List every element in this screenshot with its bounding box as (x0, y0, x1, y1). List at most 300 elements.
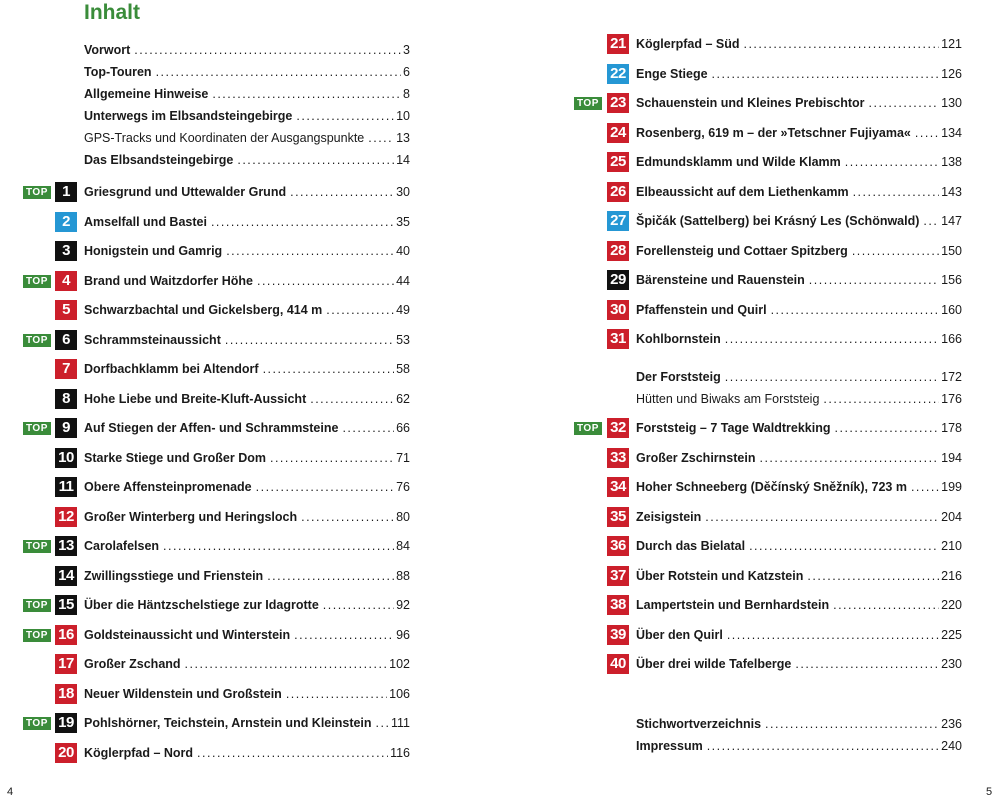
toc-entry-label: Carolafelsen (84, 539, 160, 553)
page-title: Inhalt (84, 1, 140, 24)
toc-tour-row[interactable] (572, 477, 962, 497)
toc-page-number: 230 (941, 657, 962, 671)
leader-dots (156, 66, 401, 82)
toc-page-number: 13 (396, 131, 410, 145)
toc-entry (84, 713, 410, 733)
toc-page-number: 116 (390, 746, 410, 760)
toc-entry-label: Über drei wilde Tafelberge (636, 657, 792, 671)
toc-entry-label: Griesgrund und Uttewalder Grund (84, 185, 287, 199)
toc-entry-row[interactable] (572, 389, 962, 409)
toc-tour-row[interactable] (572, 123, 962, 143)
toc-entry-label: Über die Häntzschelstiege zur Idagrotte (84, 598, 319, 612)
toc-entry (636, 300, 962, 320)
toc-tour-row[interactable] (572, 241, 962, 261)
toc-page-number: 8 (403, 87, 410, 101)
tour-number-badge: 11 (55, 477, 77, 497)
toc-page-number: 10 (396, 109, 410, 123)
toc-entry (84, 359, 410, 379)
leader-dots (915, 127, 939, 143)
leader-dots (833, 599, 939, 615)
leader-dots (759, 452, 939, 468)
tour-number-badge: 16 (55, 625, 77, 645)
leader-dots (211, 216, 394, 232)
leader-dots (743, 38, 939, 54)
toc-entry-label: Amselfall und Bastei (84, 215, 207, 229)
toc-entry-label: Durch das Bielatal (636, 539, 746, 553)
tour-number-badge: 6 (55, 330, 77, 350)
leader-dots (705, 511, 939, 527)
leader-dots (376, 717, 389, 733)
toc-entry (84, 150, 410, 170)
top-badge: TOP (23, 275, 51, 288)
toc-tour-row[interactable] (572, 34, 962, 54)
leader-dots (237, 154, 394, 170)
toc-entry-row[interactable] (20, 40, 410, 60)
toc-entry (84, 743, 410, 763)
toc-entry (84, 271, 410, 291)
toc-tour-row[interactable] (572, 329, 962, 349)
tour-number-badge: 21 (607, 34, 629, 54)
toc-page-number: 126 (941, 67, 962, 81)
tour-number-badge: 26 (607, 182, 629, 202)
leader-dots (725, 333, 939, 349)
toc-page-number: 58 (396, 362, 410, 376)
top-badge: TOP (23, 540, 51, 553)
tour-number-badge: 39 (607, 625, 629, 645)
toc-tour-row[interactable] (572, 270, 962, 290)
toc-entry (84, 182, 410, 202)
toc-page-number: 130 (941, 96, 962, 110)
toc-page-number: 134 (941, 126, 962, 140)
leader-dots (225, 334, 394, 350)
toc-page-number: 220 (941, 598, 962, 612)
toc-tour-row[interactable] (20, 566, 410, 586)
toc-tour-row[interactable] (20, 507, 410, 527)
toc-page-number: 150 (941, 244, 962, 258)
toc-entry (84, 507, 410, 527)
leader-dots (342, 422, 394, 438)
toc-tour-row[interactable] (572, 64, 962, 84)
toc-entry-label: Bärensteine und Rauenstein (636, 273, 805, 287)
tour-number-badge: 7 (55, 359, 77, 379)
toc-entry (84, 448, 410, 468)
tour-number-badge: 3 (55, 241, 77, 261)
toc-entry-label: Auf Stiegen der Affen- und Schrammsteine (84, 421, 339, 435)
tour-number-badge: 8 (55, 389, 77, 409)
tour-number-badge: 14 (55, 566, 77, 586)
toc-entry (84, 684, 410, 704)
tour-number-badge: 22 (607, 64, 629, 84)
tour-number-badge: 12 (55, 507, 77, 527)
tour-number-badge: 25 (607, 152, 629, 172)
toc-page-number: 14 (396, 153, 410, 167)
toc-page-number: 106 (389, 687, 410, 701)
leader-dots (270, 452, 394, 468)
toc-tour-row[interactable] (20, 625, 410, 645)
tour-number-badge: 9 (55, 418, 77, 438)
top-badge: TOP (574, 422, 602, 435)
leader-dots (923, 215, 939, 231)
toc-entry-label: Elbeaussicht auf dem Liethenkamm (636, 185, 849, 199)
toc-entry-label: Schwarzbachtal und Gickelsberg, 414 m (84, 303, 323, 317)
leader-dots (749, 540, 939, 556)
toc-entry (636, 270, 962, 290)
toc-entry-label: Impressum (636, 739, 703, 753)
toc-page-number: 225 (941, 628, 962, 642)
leader-dots (263, 363, 395, 379)
toc-entry (636, 241, 962, 261)
leader-dots (809, 274, 939, 290)
toc-tour-row[interactable] (20, 654, 410, 674)
top-badge: TOP (23, 629, 51, 642)
toc-page-number: 49 (396, 303, 410, 317)
leader-dots (212, 88, 401, 104)
toc-entry (636, 477, 962, 497)
toc-page-number: 80 (396, 510, 410, 524)
tour-number-badge: 4 (55, 271, 77, 291)
toc-tour-row[interactable] (20, 713, 410, 733)
toc-page-number: 53 (396, 333, 410, 347)
leader-dots (795, 658, 939, 674)
toc-tour-row[interactable] (20, 212, 410, 232)
leader-dots (323, 599, 394, 615)
toc-entry-label: Das Elbsandsteingebirge (84, 153, 234, 167)
toc-entry-label: Enge Stiege (636, 67, 708, 81)
toc-entry (636, 329, 962, 349)
page-number-right: 5 (986, 786, 993, 798)
toc-tour-row[interactable] (572, 300, 962, 320)
leader-dots (869, 97, 940, 113)
tour-number-badge: 15 (55, 595, 77, 615)
toc-page-number: 166 (941, 332, 962, 346)
toc-tour-row[interactable] (20, 448, 410, 468)
toc-tour-row[interactable] (572, 418, 962, 438)
tour-number-badge: 23 (607, 93, 629, 113)
toc-entry (84, 477, 410, 497)
toc-page-number: 204 (941, 510, 962, 524)
toc-entry (636, 418, 962, 438)
toc-tour-row[interactable] (572, 654, 962, 674)
toc-page-number: 76 (396, 480, 410, 494)
leader-dots (823, 393, 939, 409)
toc-entry-label: Pohlshörner, Teichstein, Arnstein und Kleinstein (84, 716, 372, 730)
leader-dots (290, 186, 394, 202)
page-number-left: 4 (7, 786, 14, 798)
toc-entry-label: Brand und Waitzdorfer Höhe (84, 274, 253, 288)
toc-entry-label: Zeisigstein (636, 510, 702, 524)
leader-dots (765, 718, 939, 734)
toc-entry-label: Vorwort (84, 43, 131, 57)
top-badge: TOP (23, 334, 51, 347)
toc-entry-label: Großer Zschand (84, 657, 181, 671)
toc-entry-label: Goldsteinaussicht und Winterstein (84, 628, 291, 642)
leader-dots (294, 629, 394, 645)
toc-entry (84, 654, 410, 674)
tour-number-badge: 1 (55, 182, 77, 202)
toc-entry (84, 212, 410, 232)
tour-number-badge: 36 (607, 536, 629, 556)
toc-entry-row[interactable] (572, 736, 962, 756)
tour-number-badge: 19 (55, 713, 77, 733)
toc-entry (84, 595, 410, 615)
leader-dots (771, 304, 940, 320)
leader-dots (835, 422, 940, 438)
toc-tour-row[interactable] (572, 211, 962, 231)
toc-tour-row[interactable] (20, 595, 410, 615)
tour-number-badge: 40 (607, 654, 629, 674)
toc-entry-label: Forststeig – 7 Tage Waldtrekking (636, 421, 831, 435)
toc-tour-row[interactable] (20, 271, 410, 291)
toc-page-number: 240 (941, 739, 962, 753)
toc-entry (636, 34, 962, 54)
leader-dots (267, 570, 394, 586)
toc-page-number: 44 (396, 274, 410, 288)
toc-entry (84, 389, 410, 409)
toc-entry (84, 566, 410, 586)
toc-entry-label: Pfaffenstein und Quirl (636, 303, 767, 317)
toc-tour-row[interactable] (572, 448, 962, 468)
toc-entry (636, 123, 962, 143)
leader-dots (185, 658, 388, 674)
toc-tour-row[interactable] (572, 625, 962, 645)
toc-entry (636, 448, 962, 468)
tour-number-badge: 17 (55, 654, 77, 674)
leader-dots (807, 570, 939, 586)
toc-entry (84, 40, 410, 60)
toc-entry-label: Über den Quirl (636, 628, 723, 642)
toc-entry (84, 241, 410, 261)
toc-entry-label: Der Forststeig (636, 370, 721, 384)
toc-entry-label: Köglerpfad – Süd (636, 37, 740, 51)
toc-tour-row[interactable] (572, 182, 962, 202)
toc-page-number: 66 (396, 421, 410, 435)
toc-entry-label: Obere Affensteinpromenade (84, 480, 252, 494)
toc-tour-row[interactable] (20, 330, 410, 350)
toc-entry (636, 714, 962, 734)
toc-tour-row[interactable] (20, 182, 410, 202)
top-badge: TOP (23, 717, 51, 730)
toc-tour-row[interactable] (20, 418, 410, 438)
toc-entry-label: Schauenstein und Kleines Prebischtor (636, 96, 865, 110)
leader-dots (301, 511, 394, 527)
top-badge: TOP (23, 599, 51, 612)
toc-page-number: 92 (396, 598, 410, 612)
toc-tour-row[interactable] (20, 241, 410, 261)
toc-page-number: 172 (941, 370, 962, 384)
leader-dots (725, 371, 939, 387)
toc-entry (84, 625, 410, 645)
tour-number-badge: 28 (607, 241, 629, 261)
toc-tour-row[interactable] (20, 743, 410, 763)
toc-entry (636, 736, 962, 756)
top-badge: TOP (23, 186, 51, 199)
toc-entry (84, 300, 410, 320)
toc-entry-row[interactable] (572, 714, 962, 734)
toc-entry (636, 654, 962, 674)
toc-page-number: 111 (390, 716, 410, 730)
toc-tour-row[interactable] (572, 152, 962, 172)
tour-number-badge: 2 (55, 212, 77, 232)
tour-number-badge: 38 (607, 595, 629, 615)
toc-page-number: 30 (396, 185, 410, 199)
toc-entry-label: Großer Winterberg und Heringsloch (84, 510, 298, 524)
tour-number-badge: 37 (607, 566, 629, 586)
tour-number-badge: 33 (607, 448, 629, 468)
leader-dots (163, 540, 394, 556)
leader-dots (134, 44, 401, 60)
toc-page-number: 194 (941, 451, 962, 465)
toc-entry-label: Hütten und Biwaks am Forststeig (636, 392, 820, 406)
leader-dots (368, 132, 394, 148)
toc-entry-row[interactable] (20, 150, 410, 170)
toc-entry (636, 93, 962, 113)
leader-dots (727, 629, 939, 645)
toc-entry-label: Köglerpfad – Nord (84, 746, 194, 760)
toc-tour-row[interactable] (572, 507, 962, 527)
toc-entry-row[interactable] (20, 128, 410, 148)
toc-entry (636, 595, 962, 615)
leader-dots (256, 481, 394, 497)
toc-entry-label: Allgemeine Hinweise (84, 87, 209, 101)
tour-number-badge: 5 (55, 300, 77, 320)
toc-entry-label: Unterwegs im Elbsandsteingebirge (84, 109, 293, 123)
toc-entry (84, 62, 410, 82)
tour-number-badge: 30 (607, 300, 629, 320)
toc-entry-label: Špičák (Sattelberg) bei Krásný Les (Schönwald) (636, 214, 920, 228)
toc-page-number: 143 (941, 185, 962, 199)
toc-page-number: 62 (396, 392, 410, 406)
toc-entry (636, 367, 962, 387)
tour-number-badge: 31 (607, 329, 629, 349)
toc-entry (636, 211, 962, 231)
toc-entry (636, 507, 962, 527)
tour-number-badge: 35 (607, 507, 629, 527)
toc-entry-row[interactable] (20, 84, 410, 104)
toc-tour-row[interactable] (572, 595, 962, 615)
tour-number-badge: 32 (607, 418, 629, 438)
tour-number-badge: 20 (55, 743, 77, 763)
leader-dots (310, 393, 394, 409)
toc-tour-row[interactable] (20, 389, 410, 409)
leader-dots (296, 110, 394, 126)
top-badge: TOP (23, 422, 51, 435)
toc-entry-label: Schrammsteinaussicht (84, 333, 221, 347)
toc-tour-row[interactable] (572, 536, 962, 556)
toc-entry-label: Zwillingsstiege und Frienstein (84, 569, 264, 583)
toc-entry-label: Stichwortverzeichnis (636, 717, 762, 731)
leader-dots (326, 304, 394, 320)
tour-number-badge: 34 (607, 477, 629, 497)
toc-tour-row[interactable] (572, 566, 962, 586)
toc-entry (84, 418, 410, 438)
toc-entry-label: Kohlbornstein (636, 332, 721, 346)
toc-page-number: 210 (941, 539, 962, 553)
toc-page-number: 156 (941, 273, 962, 287)
toc-entry-row[interactable] (572, 367, 962, 387)
toc-entry (84, 106, 410, 126)
toc-entry-label: Honigstein und Gamrig (84, 244, 223, 258)
toc-page-number: 138 (941, 155, 962, 169)
toc-entry-label: GPS-Tracks und Koordinaten der Ausgangspunkte (84, 131, 365, 145)
top-badge: TOP (574, 97, 602, 110)
tour-number-badge: 24 (607, 123, 629, 143)
leader-dots (257, 275, 394, 291)
toc-page-number: 216 (941, 569, 962, 583)
toc-page-number: 121 (941, 37, 962, 51)
toc-entry-label: Neuer Wildenstein und Großstein (84, 687, 282, 701)
leader-dots (197, 747, 388, 763)
toc-page-number: 40 (396, 244, 410, 258)
toc-entry (636, 152, 962, 172)
toc-tour-row[interactable] (20, 536, 410, 556)
toc-page-number: 3 (403, 43, 410, 57)
leader-dots (286, 688, 387, 704)
toc-tour-row[interactable] (20, 684, 410, 704)
toc-entry (84, 128, 410, 148)
toc-entry-label: Hohe Liebe und Breite-Kluft-Aussicht (84, 392, 307, 406)
toc-entry-label: Lampertstein und Bernhardstein (636, 598, 830, 612)
toc-tour-row[interactable] (20, 359, 410, 379)
toc-entry (636, 566, 962, 586)
leader-dots (226, 245, 394, 261)
leader-dots (853, 186, 940, 202)
toc-page-number: 71 (396, 451, 410, 465)
tour-number-badge: 27 (607, 211, 629, 231)
toc-tour-row[interactable] (20, 477, 410, 497)
toc-page-number: 176 (941, 392, 962, 406)
toc-page-number: 199 (941, 480, 962, 494)
toc-page-number: 6 (403, 65, 410, 79)
toc-entry-label: Forellensteig und Cottaer Spitzberg (636, 244, 848, 258)
leader-dots (712, 68, 940, 84)
toc-page-number: 160 (941, 303, 962, 317)
toc-entry-label: Top-Touren (84, 65, 152, 79)
leader-dots (707, 740, 939, 756)
toc-page-number: 84 (396, 539, 410, 553)
toc-entry (636, 64, 962, 84)
toc-entry-row[interactable] (20, 106, 410, 126)
toc-tour-row[interactable] (572, 93, 962, 113)
toc-entry-label: Über Rotstein und Katzstein (636, 569, 804, 583)
leader-dots (852, 245, 939, 261)
toc-entry (84, 330, 410, 350)
toc-entry-row[interactable] (20, 62, 410, 82)
toc-entry (84, 536, 410, 556)
toc-entry (636, 536, 962, 556)
toc-entry (84, 84, 410, 104)
toc-page-number: 147 (941, 214, 962, 228)
toc-page-number: 88 (396, 569, 410, 583)
leader-dots (911, 481, 939, 497)
toc-page-number: 96 (396, 628, 410, 642)
toc-page-number: 178 (941, 421, 962, 435)
toc-entry-label: Edmundsklamm und Wilde Klamm (636, 155, 841, 169)
tour-number-badge: 13 (55, 536, 77, 556)
tour-number-badge: 29 (607, 270, 629, 290)
toc-page-number: 102 (389, 657, 410, 671)
toc-page-number: 35 (396, 215, 410, 229)
toc-entry-label: Hoher Schneeberg (Děčínský Sněžník), 723 m (636, 480, 907, 494)
leader-dots (845, 156, 939, 172)
toc-entry-label: Starke Stiege und Großer Dom (84, 451, 266, 465)
toc-page-number: 236 (941, 717, 962, 731)
tour-number-badge: 18 (55, 684, 77, 704)
toc-tour-row[interactable] (20, 300, 410, 320)
toc-entry-label: Dorfbachklamm bei Altendorf (84, 362, 259, 376)
toc-entry-label: Rosenberg, 619 m – der »Tetschner Fujiyama« (636, 126, 911, 140)
toc-entry (636, 625, 962, 645)
toc-entry-label: Großer Zschirnstein (636, 451, 756, 465)
